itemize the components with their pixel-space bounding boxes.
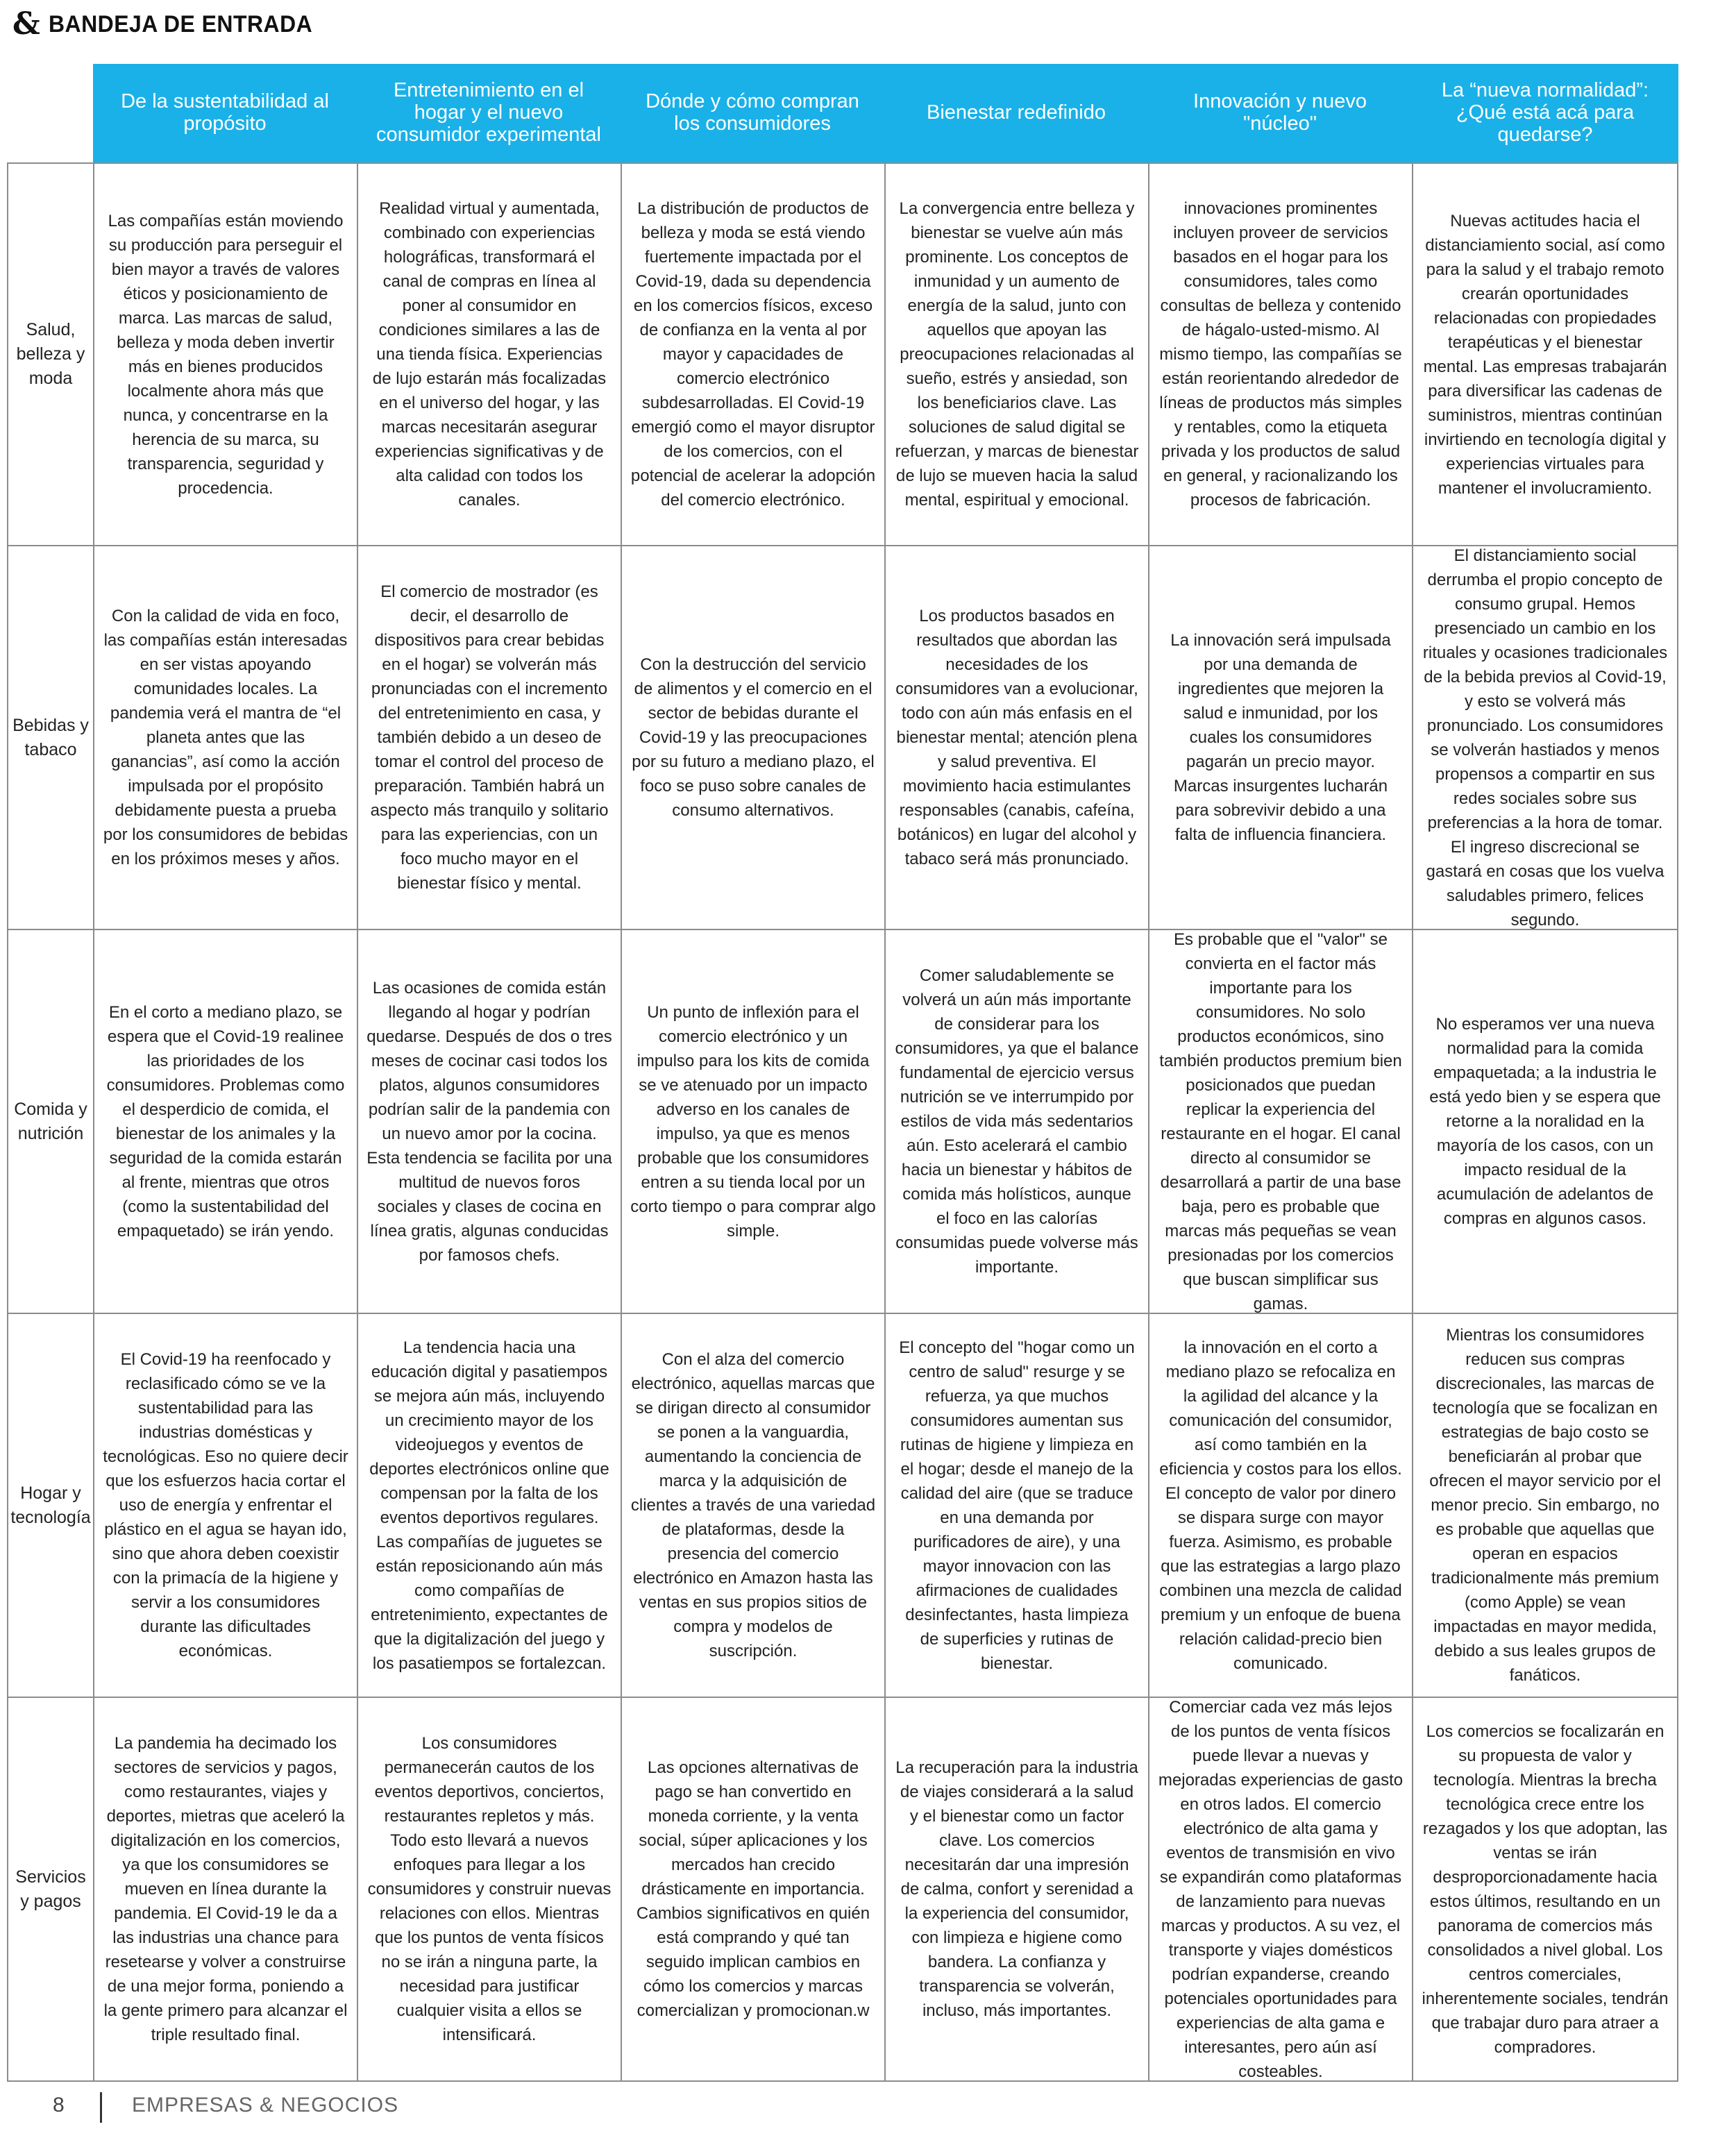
page-footer xyxy=(0,2089,1736,2124)
table-cell: El distanciamiento social derrumba el propio concepto de consumo grupal. Hemos presenciado un cambio en los rituales y ocasiones tradicionales de la bebida previos al Covid-19, y esto se volverá más pronunciado. Los consumidores se volverán hastiados y menos propensos a compartir en sus redes sociales sobre sus preferencias a la hora de tomar. El ingreso discrecional se gastará en cosas que los vuelva saludables primero, felices segundo. xyxy=(1412,546,1678,930)
table-cell: Las compañías están moviendo su producción para perseguir el bien mayor a través de valores éticos y posicionamiento de marca. Las marcas de salud, belleza y moda deben invertir más en bienes producidos localmente ahora más que nunca, y concentrarse en la herencia de su marca, su transparencia, seguridad y procedencia. xyxy=(93,162,357,546)
table-cell: El concepto del "hogar como un centro de salud" resurge y se refuerza, ya que muchos consumidores aumentan sus rutinas de higiene y limpieza en el hogar; desde el manejo de la calidad del aire (que se traduce en una demanda por purificadores de aire), y una mayor innovacion con las afirmaciones de cualidades desinfectantes, hasta limpieza de superficies y rutinas de bienestar. xyxy=(884,1314,1148,1698)
table-cell: Comerciar cada vez más lejos de los puntos de venta físicos puede llevar a nuevas y mejoradas experiencias de gasto en otros lados. El comercio electrónico de alta gama y eventos de transmisión en vivo se expandirán como plataformas de lanzamiento para nuevas marcas y productos. A su vez, el transporte y viajes domésticos podrían expanderse, creando potenciales oportunidades para experiencias de alta gama e interesantes, pero aún así costeables. xyxy=(1148,1698,1412,2082)
table-corner xyxy=(7,64,93,162)
table-cell: innovaciones prominentes incluyen proveer de servicios basados en el hogar para los consumidores, tales como consultas de belleza y contenido de hágalo-usted-mismo. Al mismo tiempo, las compañías se están reorientando alrededor de líneas de productos más simples y rentables, como la etiqueta privada y los productos de salud en general, y racionalizando los procesos de fabricación. xyxy=(1148,162,1412,546)
table-cell: La pandemia ha decimado los sectores de servicios y pagos, como restaurantes, viajes y deportes, mietras que aceleró la digitalización en los comercios, ya que los consumidores se mueven en línea durante la pandemia. El Covid-19 le da a las industrias una chance para resetearse y volver a construirse de una mejor forma, poniendo a la gente primero para alcanzar el triple resultado final. xyxy=(93,1698,357,2082)
section-title: BANDEJA DE ENTRADA xyxy=(48,10,312,37)
footer-divider xyxy=(100,2092,102,2123)
row-label: Bebidas y tabaco xyxy=(7,546,93,930)
table-cell: La innovación será impulsada por una demanda de ingredientes que mejoren la salud e inmunidad, por los cuales los consumidores pagarán un precio mayor. Marcas insurgentes lucharán para sobrevivir debido a una falta de influencia financiera. xyxy=(1148,546,1412,930)
column-header: Entretenimiento en el hogar y el nuevo consumidor experimental xyxy=(357,64,621,162)
table-cell: En el corto a mediano plazo, se espera que el Covid-19 realinee las prioridades de los consumidores. Problemas como el desperdicio de comida, el bienestar de los animales y la seguridad de la comida estarán al frente, mientras que otros (como la sustentabilidad del empaquetado) se irán yendo. xyxy=(93,930,357,1314)
table-cell: Con la calidad de vida en foco, las compañías están interesadas en ser vistas apoyando comunidades locales. La pandemia verá el mantra de “el planeta antes que las ganancias”, así como la acción impulsada por el propósito debidamente puesta a prueba por los consumidores de bebidas en los próximos meses y años. xyxy=(93,546,357,930)
page-number: 8 xyxy=(53,2094,65,2117)
table-cell: Con el alza del comercio electrónico, aquellas marcas que se dirigan directo al consumidor se ponen a la vanguardia, aumentando la conciencia de marca y la adquisición de clientes a través de una variedad de plataformas, desde la presencia del comercio electrónico en Amazon hasta las ventas en sus propios sitios de compra y modelos de suscripción. xyxy=(621,1314,884,1698)
table-cell: Las opciones alternativas de pago se han convertido en moneda corriente, y la venta social, súper aplicaciones y los mercados han crecido drásticamente en importancia. Cambios significativos en quién está comprando y qué tan seguido implican cambios en cómo los comercios y marcas comercializan y promocionan.w xyxy=(621,1698,884,2082)
table-cell: Nuevas actitudes hacia el distanciamiento social, así como para la salud y el trabajo remoto crearán oportunidades relacionadas con propiedades terapéuticas y el bienestar mental. Las empresas trabajarán para diversificar las cadenas de suministros, mientras continúan invirtiendo en tecnología digital y experiencias virtuales para mantener el involucramiento. xyxy=(1412,162,1678,546)
column-header: De la sustentabilidad al propósito xyxy=(93,64,357,162)
trends-table xyxy=(7,64,1678,2082)
column-header: Innovación y nuevo "núcleo" xyxy=(1148,64,1412,162)
table-cell: El Covid-19 ha reenfocado y reclasificado cómo se ve la sustentabilidad para las industrias domésticas y tecnológicas. Eso no quiere decir que los esfuerzos hacia cortar el uso de energía y enfrentar el plástico en el agua se hayan ido, sino que ahora deben coexistir con la primacía de la higiene y servir a los consumidores durante las dificultades económicas. xyxy=(93,1314,357,1698)
ampersand-logo-icon: & xyxy=(12,6,40,42)
table-cell: La distribución de productos de belleza y moda se está viendo fuertemente impactada por el Covid-19, dada su dependencia en los comercios físicos, exceso de confianza en la venta al por mayor y capacidades de comercio electrónico subdesarrolladas. El Covid-19 emergió como el mayor disruptor de los comercios, con el potencial de acelerar la adopción del comercio electrónico. xyxy=(621,162,884,546)
column-header: La “nueva normalidad”: ¿Qué está acá para quedarse? xyxy=(1412,64,1678,162)
page-header xyxy=(12,7,329,42)
table-cell: La recuperación para la industria de viajes considerará a la salud y el bienestar como un factor clave. Los comercios necesitarán dar una impresión de calma, confort y serenidad a la experiencia del consumidor, con limpieza e higiene como bandera. La confianza y transparencia se volverán, incluso, más importantes. xyxy=(884,1698,1148,2082)
row-label: Hogar y tecnología xyxy=(7,1314,93,1698)
column-header: Bienestar redefinido xyxy=(884,64,1148,162)
publication-name: EMPRESAS & NEGOCIOS xyxy=(132,2094,399,2117)
column-header: Dónde y cómo compran los consumidores xyxy=(621,64,884,162)
table-cell: Realidad virtual y aumentada, combinado con experiencias holográficas, transformará el canal de compras en línea al poner al consumidor en condiciones similares a las de una tienda física. Experiencias de lujo estarán más focalizadas en el universo del hogar, y las marcas necesitarán asegurar experiencias significativas y de alta calidad con todos los canales. xyxy=(357,162,621,546)
table-cell: Mientras los consumidores reducen sus compras discrecionales, las marcas de tecnología que se focalizan en estrategias de bajo costo se beneficiarán al probar que ofrecen el mayor servicio por el menor precio. Sin embargo, no es probable que aquellas que operan en espacios tradicionalmente más premium (como Apple) se vean impactadas en mayor medida, debido a sus leales grupos de fanáticos. xyxy=(1412,1314,1678,1698)
table-cell: El comercio de mostrador (es decir, el desarrollo de dispositivos para crear bebidas en el hogar) se volverán más pronunciadas con el incremento del entretenimiento en casa, y también debido a un deseo de tomar el control del proceso de preparación. También habrá un aspecto más tranquilo y solitario para las experiencias, con un foco mucho mayor en el bienestar físico y mental. xyxy=(357,546,621,930)
table-cell: Con la destrucción del servicio de alimentos y el comercio en el sector de bebidas durante el Covid-19 y las preocupaciones por su futuro a mediano plazo, el foco se puso sobre canales de consumo alternativos. xyxy=(621,546,884,930)
table-cell: Las ocasiones de comida están llegando al hogar y podrían quedarse. Después de dos o tres meses de cocinar casi todos los platos, algunos consumidores podrían salir de la pandemia con un nuevo amor por la cocina. Esta tendencia se facilita por una multitud de nuevos foros sociales y clases de cocina en línea gratis, algunas conducidas por famosos chefs. xyxy=(357,930,621,1314)
row-label: Salud, belleza y moda xyxy=(7,162,93,546)
row-label: Servicios y pagos xyxy=(7,1698,93,2082)
row-label: Comida y nutrición xyxy=(7,930,93,1314)
table-cell: Comer saludablemente se volverá un aún más importante de considerar para los consumidores, ya que el balance fundamental de ejercicio versus nutrición se ve interrumpido por estilos de vida más sedentarios aún. Esto acelerará el cambio hacia un bienestar y hábitos de comida más holísticos, aunque el foco en las calorías consumidas puede volverse más importante. xyxy=(884,930,1148,1314)
table-cell: Los consumidores permanecerán cautos de los eventos deportivos, conciertos, restaurantes repletos y más. Todo esto llevará a nuevos enfoques para llegar a los consumidores y construir nuevas relaciones con ellos. Mientras que los puntos de venta físicos no se irán a ninguna parte, la necesidad para justificar cualquier visita a ellos se intensificará. xyxy=(357,1698,621,2082)
table-cell: Los comercios se focalizarán en su propuesta de valor y tecnología. Mientras la brecha tecnológica crece entre los rezagados y los que adoptan, las ventas se irán desproporcionadamente hacia estos últimos, resultando en un panorama de comercios más consolidados a nivel global. Los centros comerciales, inherentemente sociales, tendrán que trabajar duro para atraer a compradores. xyxy=(1412,1698,1678,2082)
table-cell: la innovación en el corto a mediano plazo se refocaliza en la agilidad del alcance y la comunicación del consumidor, así como también en la eficiencia y costos para los ellos. El concepto de valor por dinero se dispara surge con mayor fuerza. Asimismo, es probable que las estrategias a largo plazo combinen una mezcla de calidad premium y un enfoque de buena relación calidad-precio bien comunicado. xyxy=(1148,1314,1412,1698)
table-cell: Los productos basados en resultados que abordan las necesidades de los consumidores van a evolucionar, todo con aún más enfasis en el bienestar mental; atención plena y salud preventiva. El movimiento hacia estimulantes responsables (canabis, cafeína, botánicos) en lugar del alcohol y tabaco será más pronunciado. xyxy=(884,546,1148,930)
table-cell: Un punto de inflexión para el comercio electrónico y un impulso para los kits de comida se ve atenuado por un impacto adverso en los canales de impulso, ya que es menos probable que los consumidores entren a su tienda local por un corto tiempo o para comprar algo simple. xyxy=(621,930,884,1314)
table-cell: La tendencia hacia una educación digital y pasatiempos se mejora aún más, incluyendo un crecimiento mayor de los videojuegos y eventos de deportes electrónicos online que compensan por la falta de los eventos deportivos regulares. Las compañías de juguetes se están reposicionando aún más como compañías de entretenimiento, expectantes de que la digitalización del juego y los pasatiempos se fortalezcan. xyxy=(357,1314,621,1698)
table-cell: La convergencia entre belleza y bienestar se vuelve aún más prominente. Los conceptos de inmunidad y un aumento de energía de la salud, junto con aquellos que apoyan las preocupaciones relacionadas al sueño, estrés y ansiedad, son los beneficiarios clave. Las soluciones de salud digital se refuerzan, y marcas de bienestar de lujo se mueven hacia la salud mental, espiritual y emocional. xyxy=(884,162,1148,546)
table-cell: No esperamos ver una nueva normalidad para la comida empaquetada; a la industria le está yedo bien y se espera que retorne a la noralidad en la mayoría de los casos, con un impacto residual de la acumulación de adelantos de compras en algunos casos. xyxy=(1412,930,1678,1314)
table-cell: Es probable que el "valor" se convierta en el factor más importante para los consumidores. No solo productos económicos, sino también productos premium bien posicionados que puedan replicar la experiencia del restaurante en el hogar. El canal directo al consumidor se desarrollará a partir de una base baja, pero es probable que marcas más pequeñas se vean presionadas por los comercios que buscan simplificar sus gamas. xyxy=(1148,930,1412,1314)
